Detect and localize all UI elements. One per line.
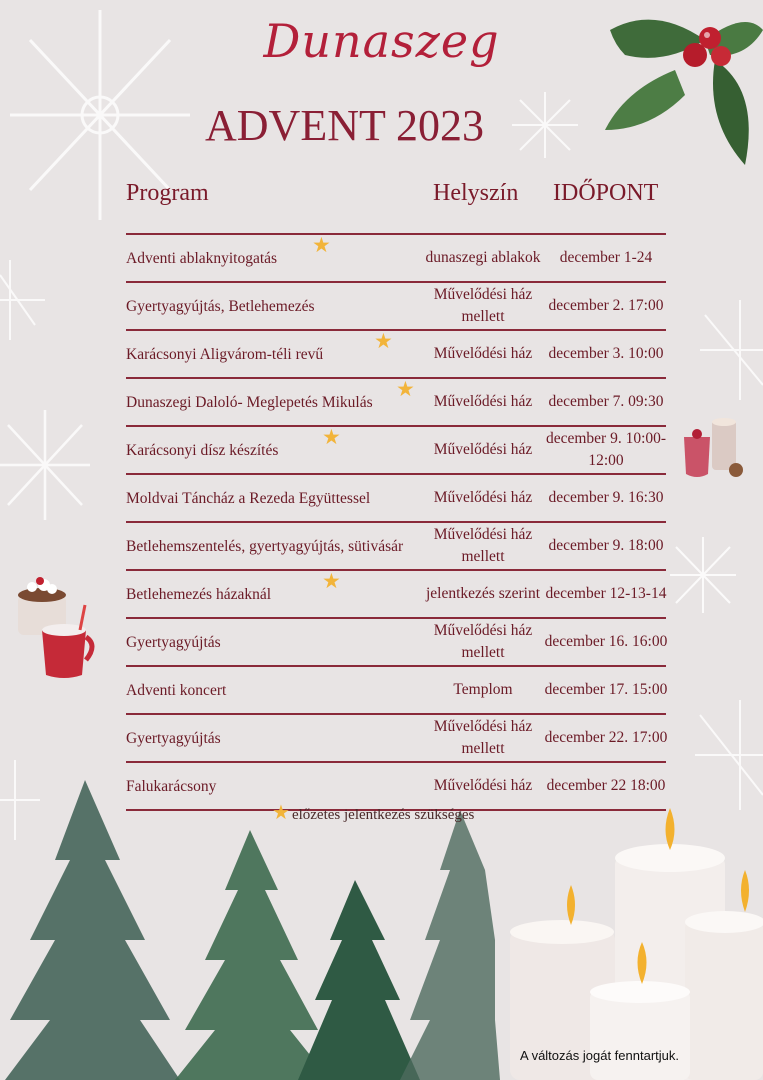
hot-chocolate-icon — [10, 575, 100, 680]
program-cell: Gyertyagyújtás — [126, 729, 221, 747]
snowflake-icon — [690, 700, 763, 810]
program-table — [126, 233, 666, 811]
table-row — [126, 473, 666, 521]
candle-icon — [680, 412, 750, 482]
program-cell: Dunaszegi Daloló- Meglepetés Mikulás — [126, 393, 373, 411]
table-row — [126, 521, 666, 569]
table-row — [126, 665, 666, 713]
time-cell: december 1-24 — [559, 249, 653, 266]
program-cell: Adventi koncert — [126, 681, 227, 699]
location-cell: Művelődési ház — [433, 441, 533, 458]
time-cell: december 17. 15:00 — [544, 681, 668, 698]
page-title: ADVENT 2023 — [205, 101, 485, 150]
location-cell: dunaszegi ablakok — [425, 249, 541, 266]
table-row — [126, 329, 666, 377]
location-cell: Művelődési ház mellett — [433, 286, 533, 325]
disclaimer: A változás jogát fenntartjuk. — [520, 1048, 679, 1063]
star-icon: ★ — [272, 802, 290, 824]
table-row — [126, 425, 666, 473]
snowflake-icon — [690, 300, 763, 400]
table-row — [126, 617, 666, 665]
program-cell: Betlehemezés házaknál — [126, 585, 272, 603]
star-icon: ★ — [322, 425, 341, 449]
snowflake-icon — [510, 90, 580, 160]
time-cell: december 22 18:00 — [546, 777, 666, 794]
location-cell: Művelődési ház mellett — [433, 526, 533, 565]
star-icon: ★ — [396, 377, 415, 401]
time-cell: december 16. 16:00 — [544, 633, 668, 650]
column-header-location: Helyszín — [433, 180, 519, 206]
table-row — [126, 377, 666, 425]
program-cell: Gyertyagyújtás — [126, 633, 221, 651]
table-row — [126, 569, 666, 617]
time-cell: december 2. 17:00 — [548, 297, 664, 314]
time-cell: december 12-13-14 — [545, 585, 667, 602]
snowflake-icon — [0, 405, 90, 525]
time-cell: december 9. 18:00 — [548, 537, 664, 554]
time-cell: december 9. 10:00-12:00 — [545, 430, 667, 469]
location-cell: Művelődési ház — [433, 489, 533, 506]
program-cell: Falukarácsony — [126, 777, 217, 795]
column-header-program: Program — [126, 180, 209, 206]
location-cell: Művelődési ház — [433, 345, 533, 362]
location-cell: jelentkezés szerint — [425, 585, 541, 602]
snowflake-icon — [668, 535, 738, 615]
star-icon: ★ — [322, 569, 341, 593]
snowflake-icon — [0, 260, 50, 340]
star-icon: ★ — [374, 329, 393, 353]
column-header-time: IDŐPONT — [553, 180, 659, 206]
location-cell: Művelődési ház mellett — [433, 718, 533, 757]
program-cell: Moldvai Táncház a Rezeda Együttessel — [126, 489, 371, 507]
program-cell: Karácsonyi Aligvárom-téli revű — [126, 345, 324, 363]
location-cell: Művelődési ház — [433, 777, 533, 794]
table-row — [126, 713, 666, 761]
time-cell: december 3. 10:00 — [548, 345, 664, 362]
table-row — [126, 281, 666, 329]
table-row — [126, 233, 666, 281]
page-title-script: Dunaszeg — [263, 14, 500, 68]
time-cell: december 22. 17:00 — [544, 729, 668, 746]
location-cell: Templom — [453, 681, 513, 698]
time-cell: december 7. 09:30 — [548, 393, 664, 410]
star-icon: ★ — [312, 233, 331, 257]
program-cell: Karácsonyi dísz készítés — [126, 441, 279, 459]
location-cell: Művelődési ház mellett — [433, 622, 533, 661]
program-cell: Betlehemszentelés, gyertyagyújtás, sütivásár — [126, 537, 404, 555]
program-cell: Adventi ablaknyitogatás — [126, 249, 278, 267]
location-cell: Művelődési ház — [433, 393, 533, 410]
footnote-text: előzetes jelentkezés szükséges — [291, 807, 475, 823]
program-cell: Gyertyagyújtás, Betlehemezés — [126, 297, 315, 315]
time-cell: december 9. 16:30 — [548, 489, 664, 506]
footnote — [272, 800, 474, 825]
candle-icon — [505, 800, 763, 1080]
